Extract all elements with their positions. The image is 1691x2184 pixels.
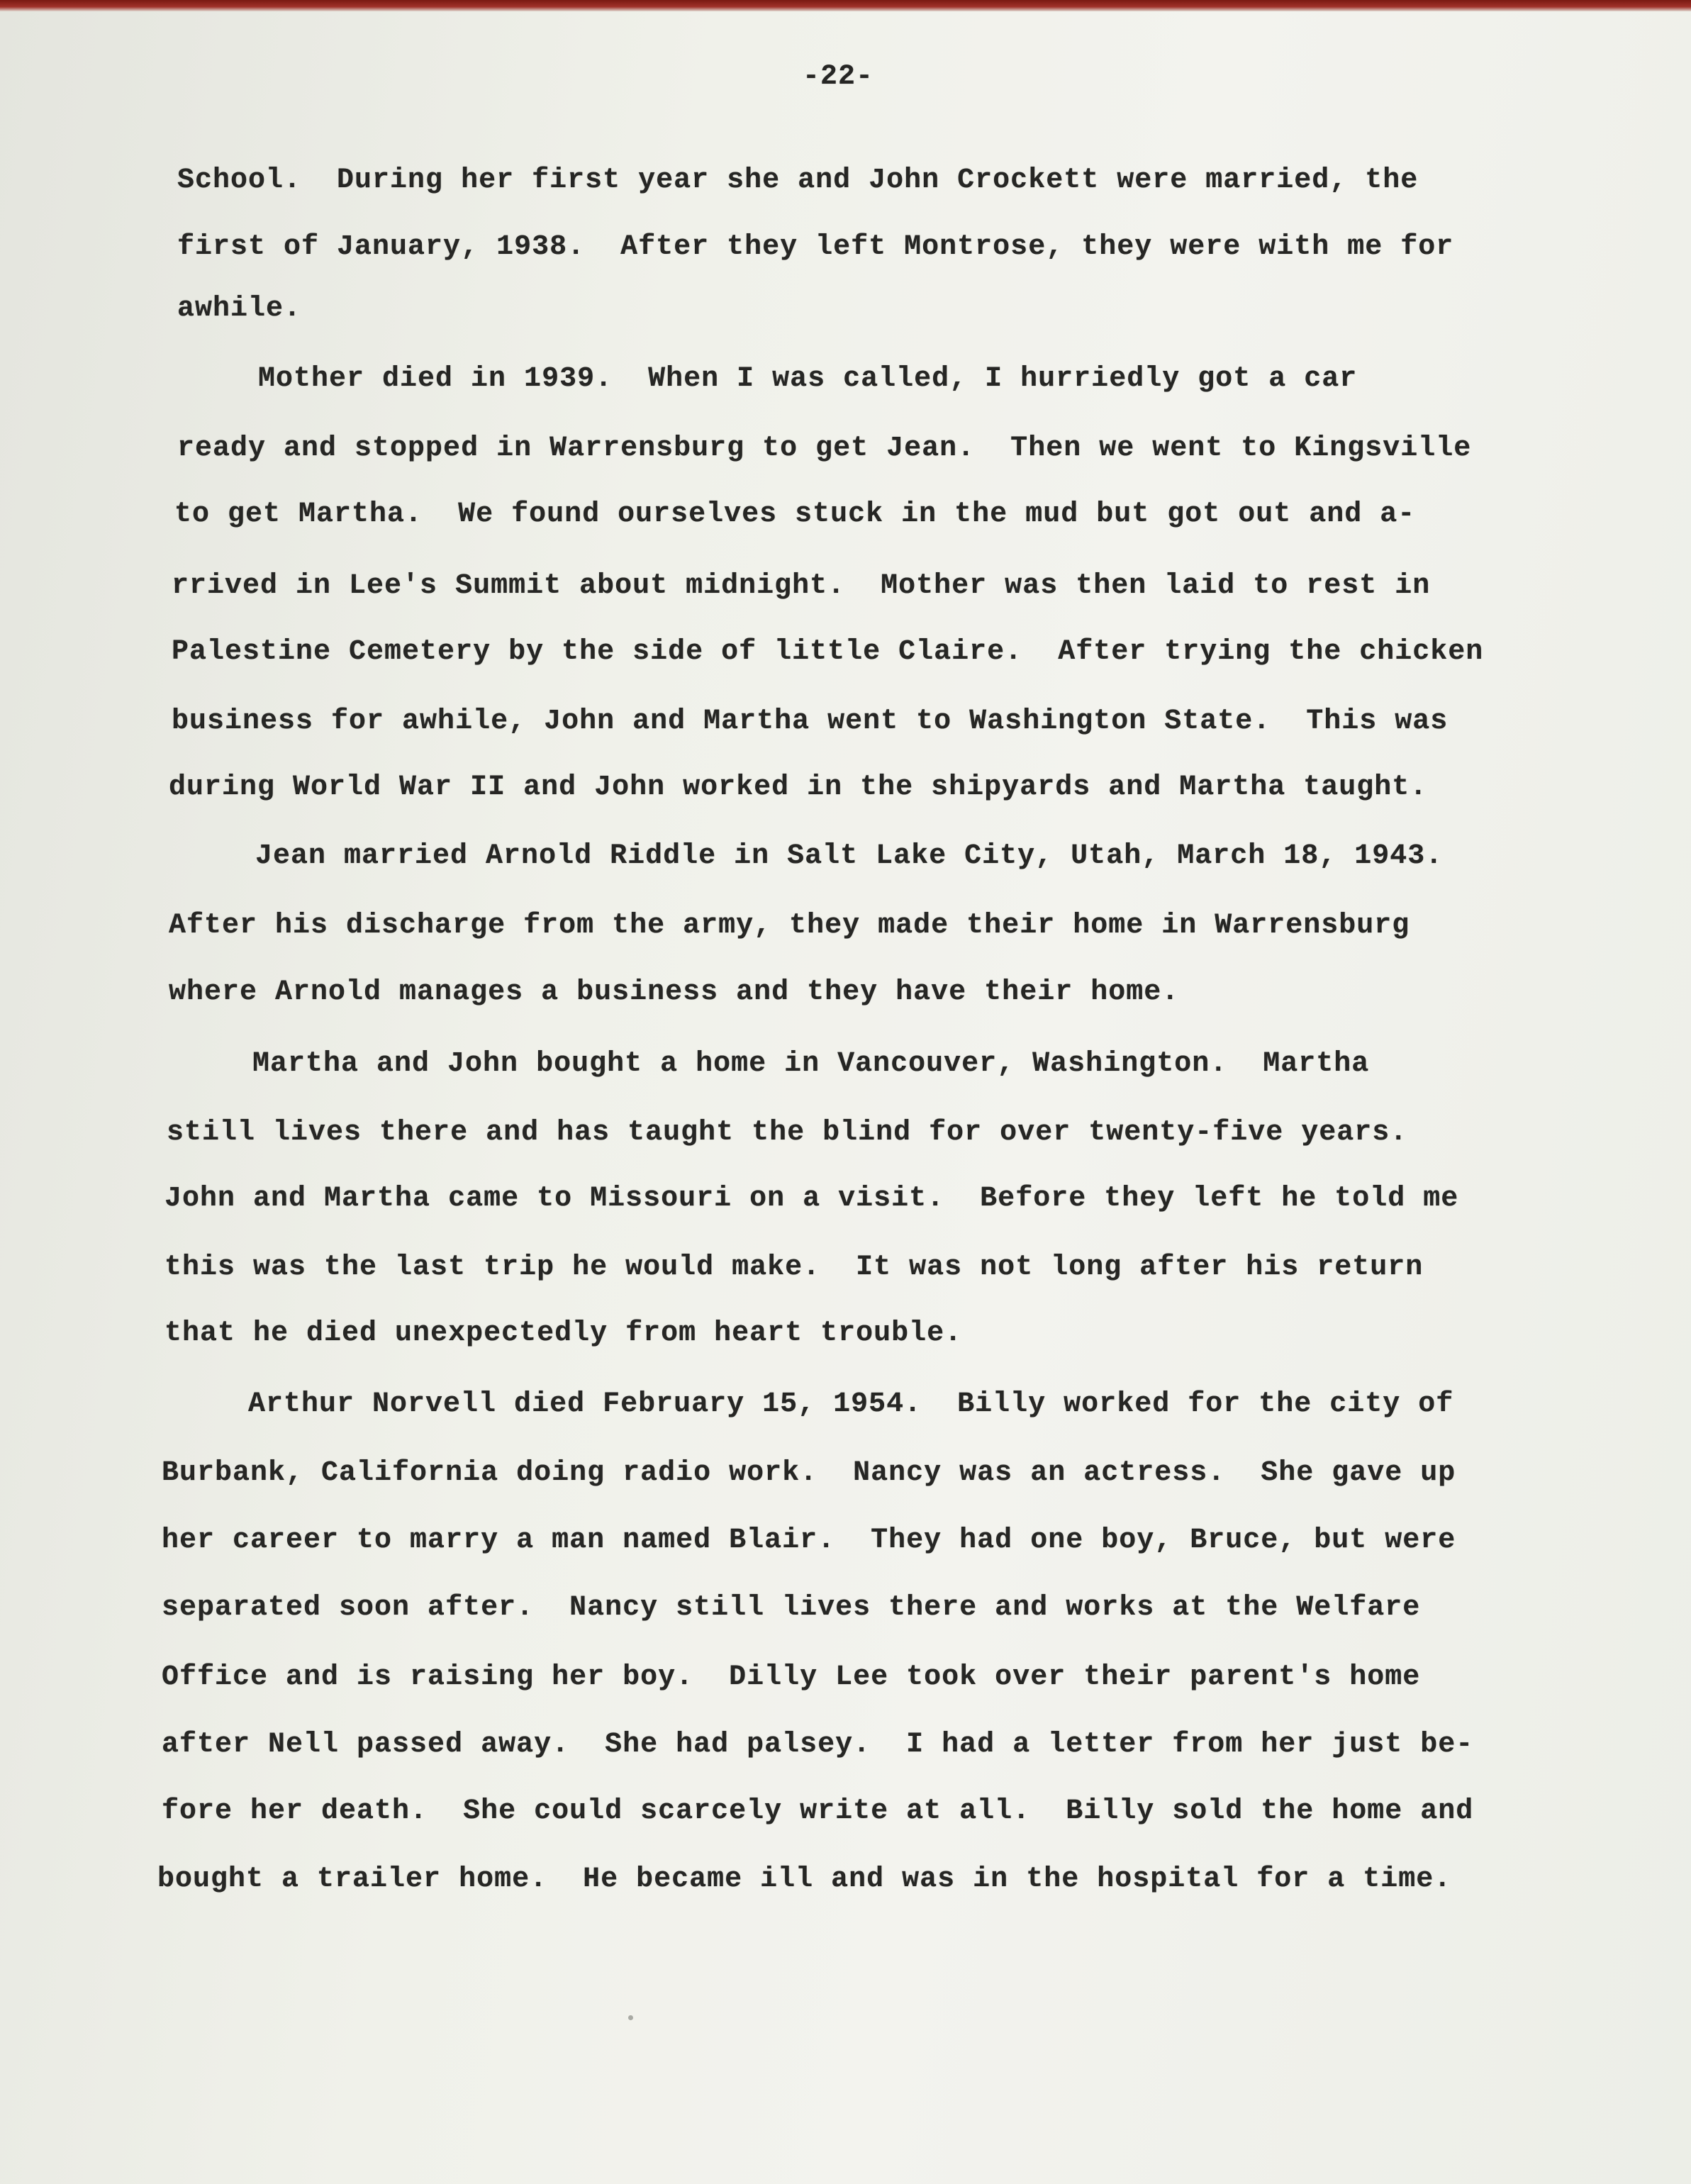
- text-line: business for awhile, John and Martha went to Washington State. This was: [172, 706, 1449, 737]
- text-line: rrived in Lee's Summit about midnight. Mother was then laid to rest in: [172, 570, 1431, 602]
- text-line: Mother died in 1939. When I was called, I hurriedly got a car: [258, 363, 1358, 395]
- paper-speck: [628, 2015, 633, 2020]
- text-line: School. During her first year she and John Crockett were married, the: [177, 165, 1419, 196]
- text-line: After his discharge from the army, they made their home in Warrensburg: [169, 910, 1410, 942]
- text-line: first of January, 1938. After they left Montrose, they were with me for: [177, 231, 1454, 263]
- text-line: still lives there and has taught the blind for over twenty-five years.: [167, 1117, 1408, 1149]
- text-line: this was the last trip he would make. It was not long after his return: [164, 1252, 1424, 1283]
- text-line: during World War II and John worked in the shipyards and Martha taught.: [169, 771, 1428, 803]
- text-line: bought a trailer home. He became ill and was in the hospital for a time.: [157, 1863, 1452, 1895]
- text-line: Arthur Norvell died February 15, 1954. Billy worked for the city of: [248, 1388, 1454, 1420]
- text-line: that he died unexpectedly from heart trouble.: [164, 1317, 963, 1349]
- text-line: Jean married Arnold Riddle in Salt Lake City, Utah, March 18, 1943.: [255, 840, 1444, 872]
- page-top-border: [0, 0, 1691, 11]
- text-line: awhile.: [177, 293, 302, 325]
- page-number: -22-: [803, 61, 874, 93]
- text-line: Office and is raising her boy. Dilly Lee took over their parent's home: [162, 1661, 1421, 1693]
- text-line: ready and stopped in Warrensburg to get Jean. Then we went to Kingsville: [177, 433, 1472, 464]
- text-line: fore her death. She could scarcely write at all. Billy sold the home and: [162, 1795, 1474, 1827]
- text-line: to get Martha. We found ourselves stuck in the mud but got out and a-: [174, 498, 1416, 530]
- text-line: Palestine Cemetery by the side of little Claire. After trying the chicken: [172, 636, 1484, 668]
- text-line: where Arnold manages a business and they have their home.: [169, 976, 1180, 1008]
- text-line: Burbank, California doing radio work. Nancy was an actress. She gave up: [162, 1457, 1456, 1489]
- text-line: separated soon after. Nancy still lives there and works at the Welfare: [162, 1592, 1421, 1624]
- text-line: John and Martha came to Missouri on a visit. Before they left he told me: [164, 1183, 1459, 1215]
- text-line: Martha and John bought a home in Vancouver, Washington. Martha: [252, 1048, 1370, 1080]
- text-line: after Nell passed away. She had palsey. I had a letter from her just be-: [162, 1729, 1474, 1761]
- text-line: her career to marry a man named Blair. They had one boy, Bruce, but were: [162, 1525, 1456, 1556]
